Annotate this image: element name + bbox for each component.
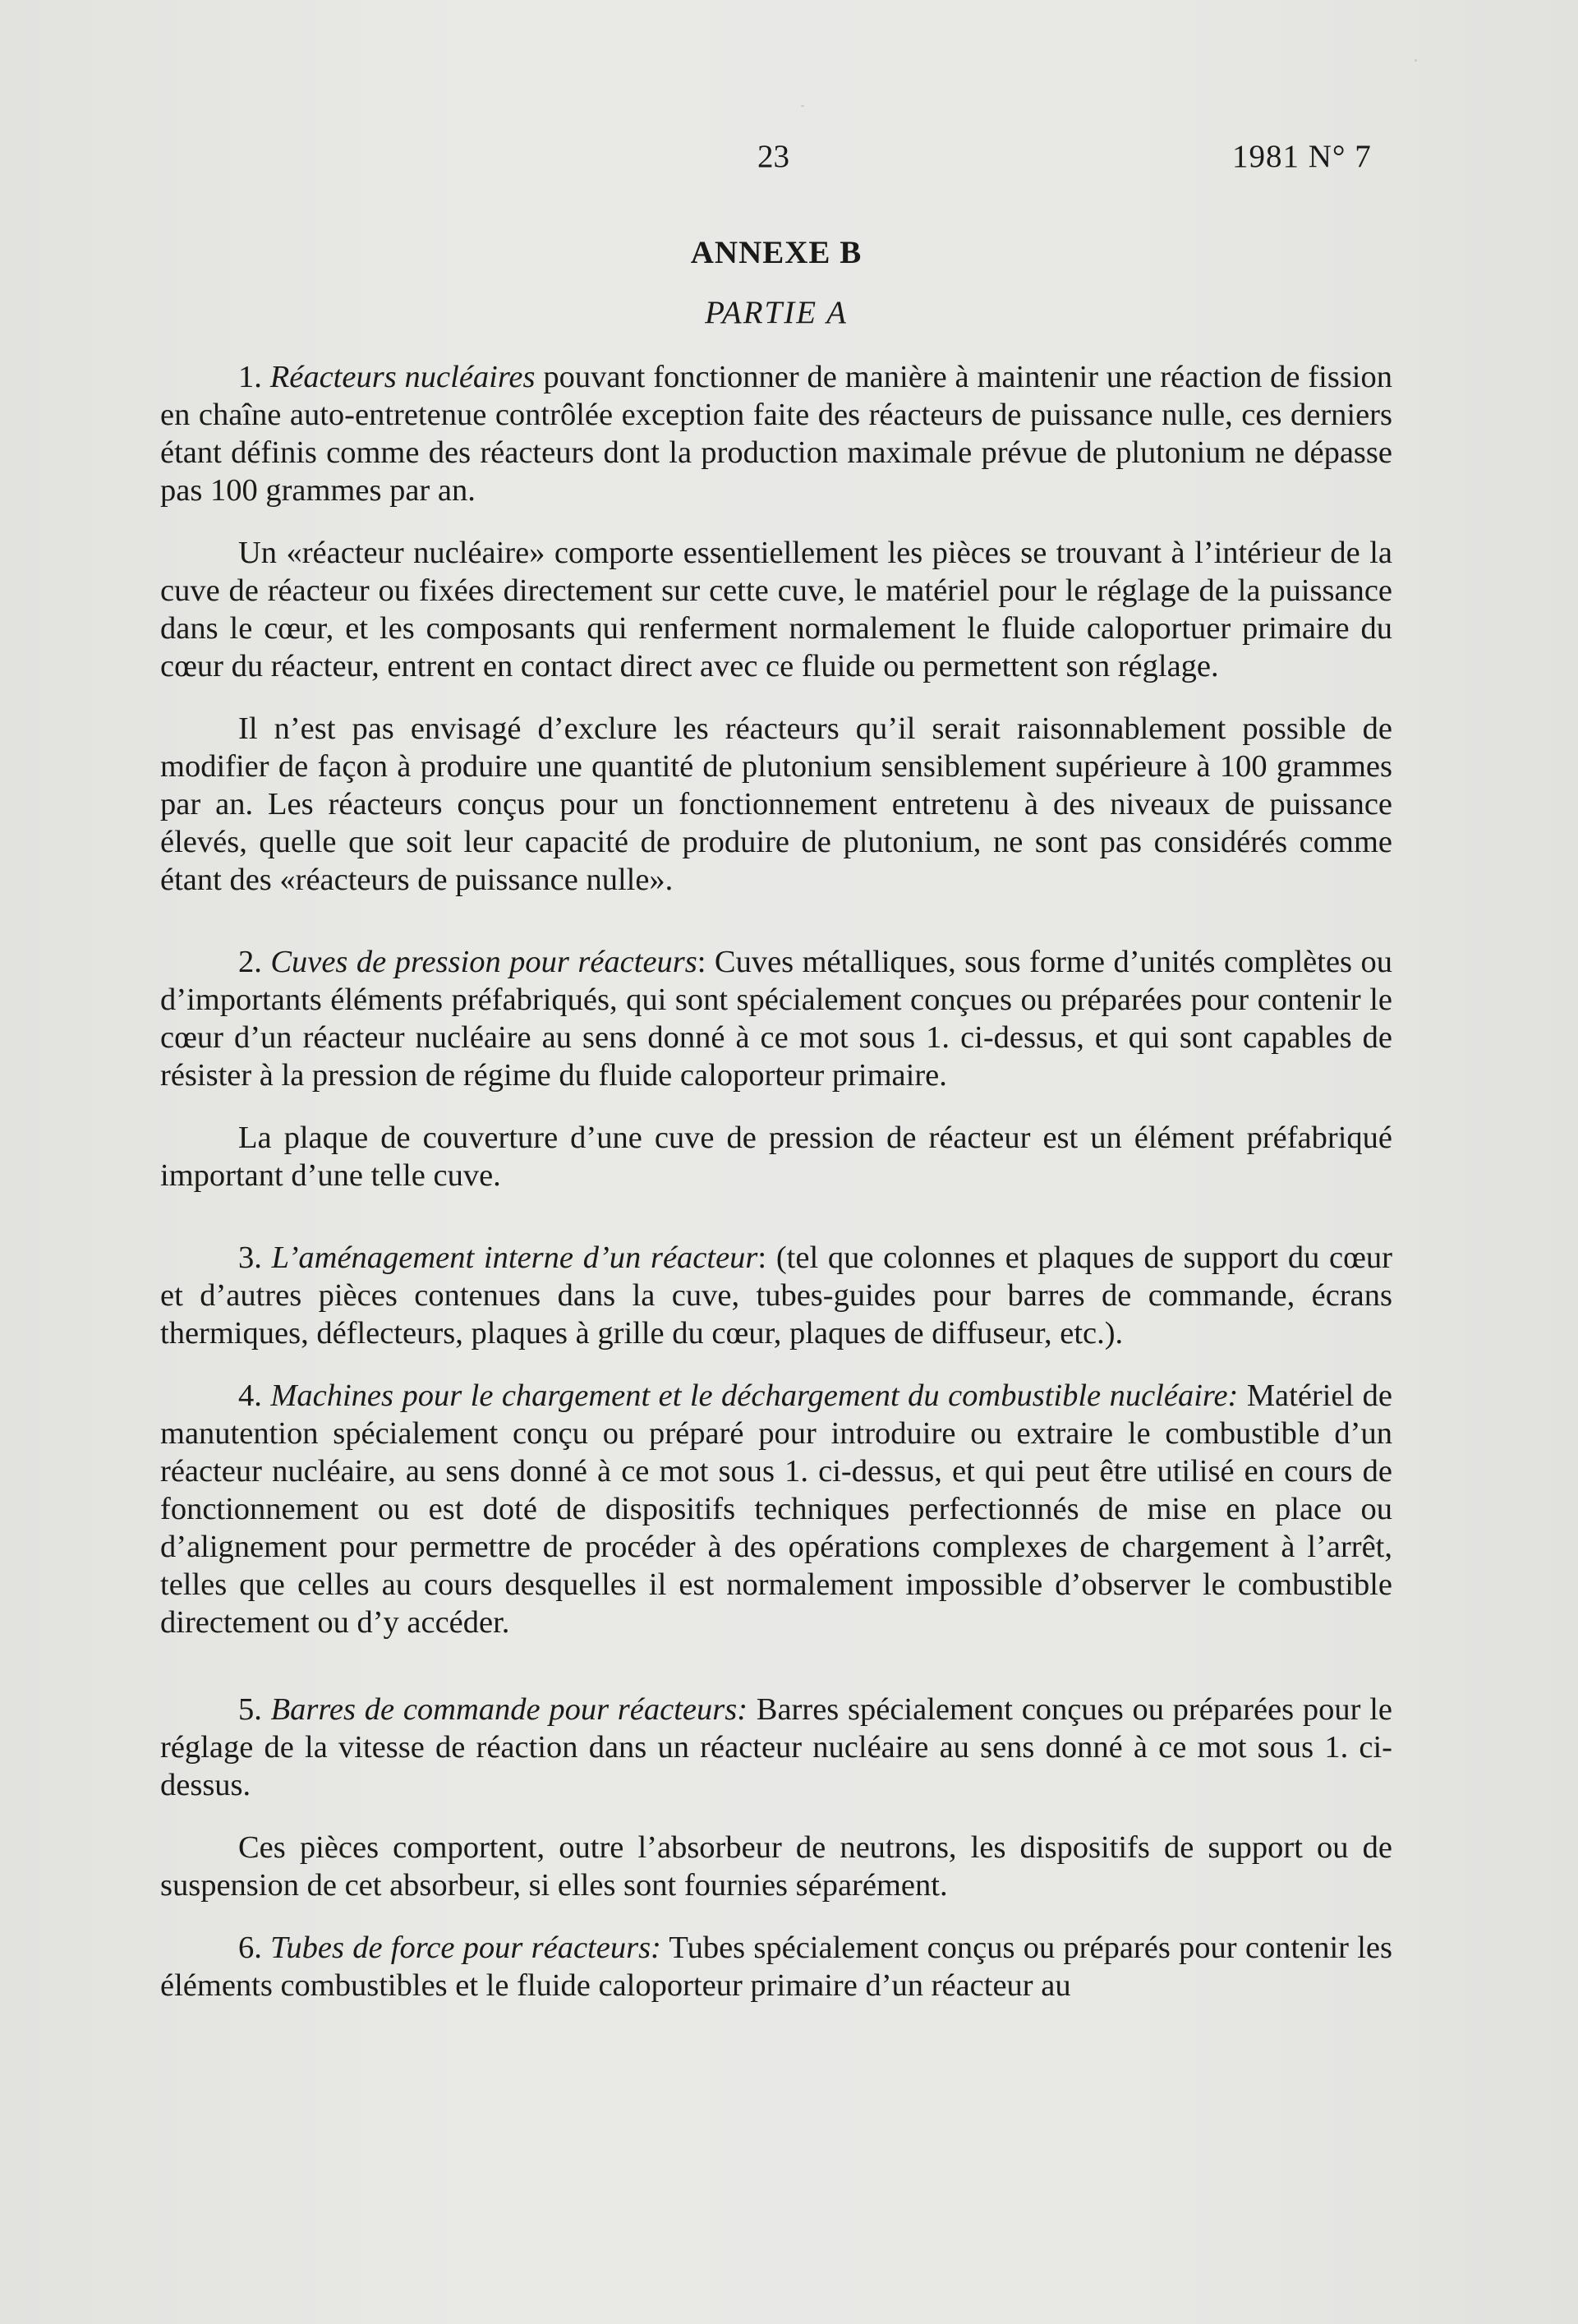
paragraph-5: [160, 1691, 1392, 1804]
paragraph-text: : Cuves métalliques, sous forme d’unités complètes ou d’importants éléments préfabriqués, qui sont spécialement conçues ou préparées pour contenir le cœur d’un réacteur nucléaire au sens donné à ce mot sous 1. ci-dessus, et qui sont capables de résister à la pression de régime du fluide caloporteur primaire.: [160, 945, 1392, 1093]
paragraph-2: [160, 943, 1392, 1094]
paragraph-term: L’aménagement interne d’un réacteur: [271, 1240, 758, 1275]
paragraph-1-definition: [160, 534, 1392, 685]
paragraph-1-exclusion: [160, 710, 1392, 899]
issue-reference: 1981 N° 7: [1232, 139, 1372, 174]
paragraph-number: 4.: [238, 1378, 262, 1413]
paragraph-term: Barres de commande pour réacteurs:: [270, 1692, 748, 1727]
paragraph-number: 2.: [238, 945, 262, 979]
paragraph-text: Matériel de manutention spécialement conçu ou préparé pour introduire ou extraire le combustible d’un réacteur nucléaire, au sens donné à ce mot sous 1. ci-dessus, et qui peut être utilisé en cours de fonctionnement ou est doté de dispositifs techniques perfectionnés de mise en place ou d’alignement pour permettre de procéder à des opérations complexes de chargement à l’arrêt, telles que celles au cours desquelles il est normalement impossible d’observer le combustible directement ou d’y accéder.: [160, 1378, 1393, 1640]
paragraph-text: Il n’est pas envisagé d’exclure les réacteurs qu’il serait raisonnablement possible de modifier de façon à produire une quantité de plutonium sensiblement supérieure à 100 grammes par an. Les réacteurs conçus pour un fonctionnement entretenu à des niveaux de puissance élevés, quelle que soit leur capacité de produire de plutonium, ne sont pas considérés comme étant des «réacteurs de puissance nulle».: [160, 711, 1392, 897]
page-header: [0, 138, 1578, 179]
paragraph-term: Réacteurs nucléaires: [269, 360, 536, 394]
scan-speck: [1415, 59, 1417, 62]
paragraph-4: [160, 1377, 1392, 1641]
paragraph-number: 5.: [238, 1692, 262, 1727]
paragraph-number: 1.: [238, 360, 262, 394]
paragraph-text: Ces pièces comportent, outre l’absorbeur de neutrons, les dispositifs de support ou de suspension de cet absorbeur, si elles sont fournies séparément.: [160, 1830, 1392, 1903]
paragraph-3: [160, 1239, 1392, 1352]
paragraph-5-note: [160, 1829, 1392, 1904]
paragraph-term: Tubes de force pour réacteurs:: [270, 1931, 661, 1965]
part-title: PARTIE A: [705, 295, 848, 330]
scan-speck: [801, 105, 804, 107]
paragraph-term: Machines pour le chargement et le déchargement du combustible nucléaire:: [270, 1378, 1239, 1413]
paragraph-number: 3.: [238, 1240, 262, 1275]
paragraph-2-note: [160, 1119, 1392, 1194]
paragraph-number: 6.: [238, 1931, 262, 1965]
paragraph-text: La plaque de couverture d’une cuve de pression de réacteur est un élément préfabriqué important d’une telle cuve.: [160, 1121, 1392, 1193]
document-body: [160, 228, 1392, 2004]
paragraph-6: [160, 1929, 1392, 2004]
paragraph-term: Cuves de pression pour réacteurs: [270, 945, 697, 979]
paragraph-text: pouvant fonctionner de manière à maintenir une réaction de fission en chaîne auto-entretenue contrôlée exception faite des réacteurs de puissance nulle, ces derniers étant définis comme des réacteurs dont la production maximale prévue de plutonium ne dépasse pas 100 grammes par an.: [160, 360, 1393, 508]
paragraph-text: Tubes spécialement conçus ou préparés pour contenir les éléments combustibles et le fluide caloporteur primaire d’un réacteur au: [160, 1931, 1392, 2003]
paragraph-text: : (tel que colonnes et plaques de support du cœur et d’autres pièces contenues dans la cuve, tubes-guides pour barres de commande, écrans thermiques, déflecteurs, plaques à grille du cœur, plaques de diffuseur, etc.).: [160, 1240, 1393, 1351]
page-number: 23: [757, 139, 789, 174]
annex-title: ANNEXE B: [690, 235, 863, 270]
paragraph-text: Un «réacteur nucléaire» comporte essentiellement les pièces se trouvant à l’intérieur de la cuve de réacteur ou fixées directement sur cette cuve, le matériel pour le réglage de la puissance dans le cœur, et les composants qui renferment normalement le fluide caloportuer primaire du cœur du réacteur, entrent en contact direct avec ce fluide ou permettent son réglage.: [160, 536, 1392, 683]
paragraph-text: Barres spécialement conçues ou préparées pour le réglage de la vitesse de réaction dans un réacteur nucléaire au sens donné à ce mot sous 1. ci-dessus.: [160, 1692, 1392, 1802]
paragraph-1: [160, 358, 1392, 509]
